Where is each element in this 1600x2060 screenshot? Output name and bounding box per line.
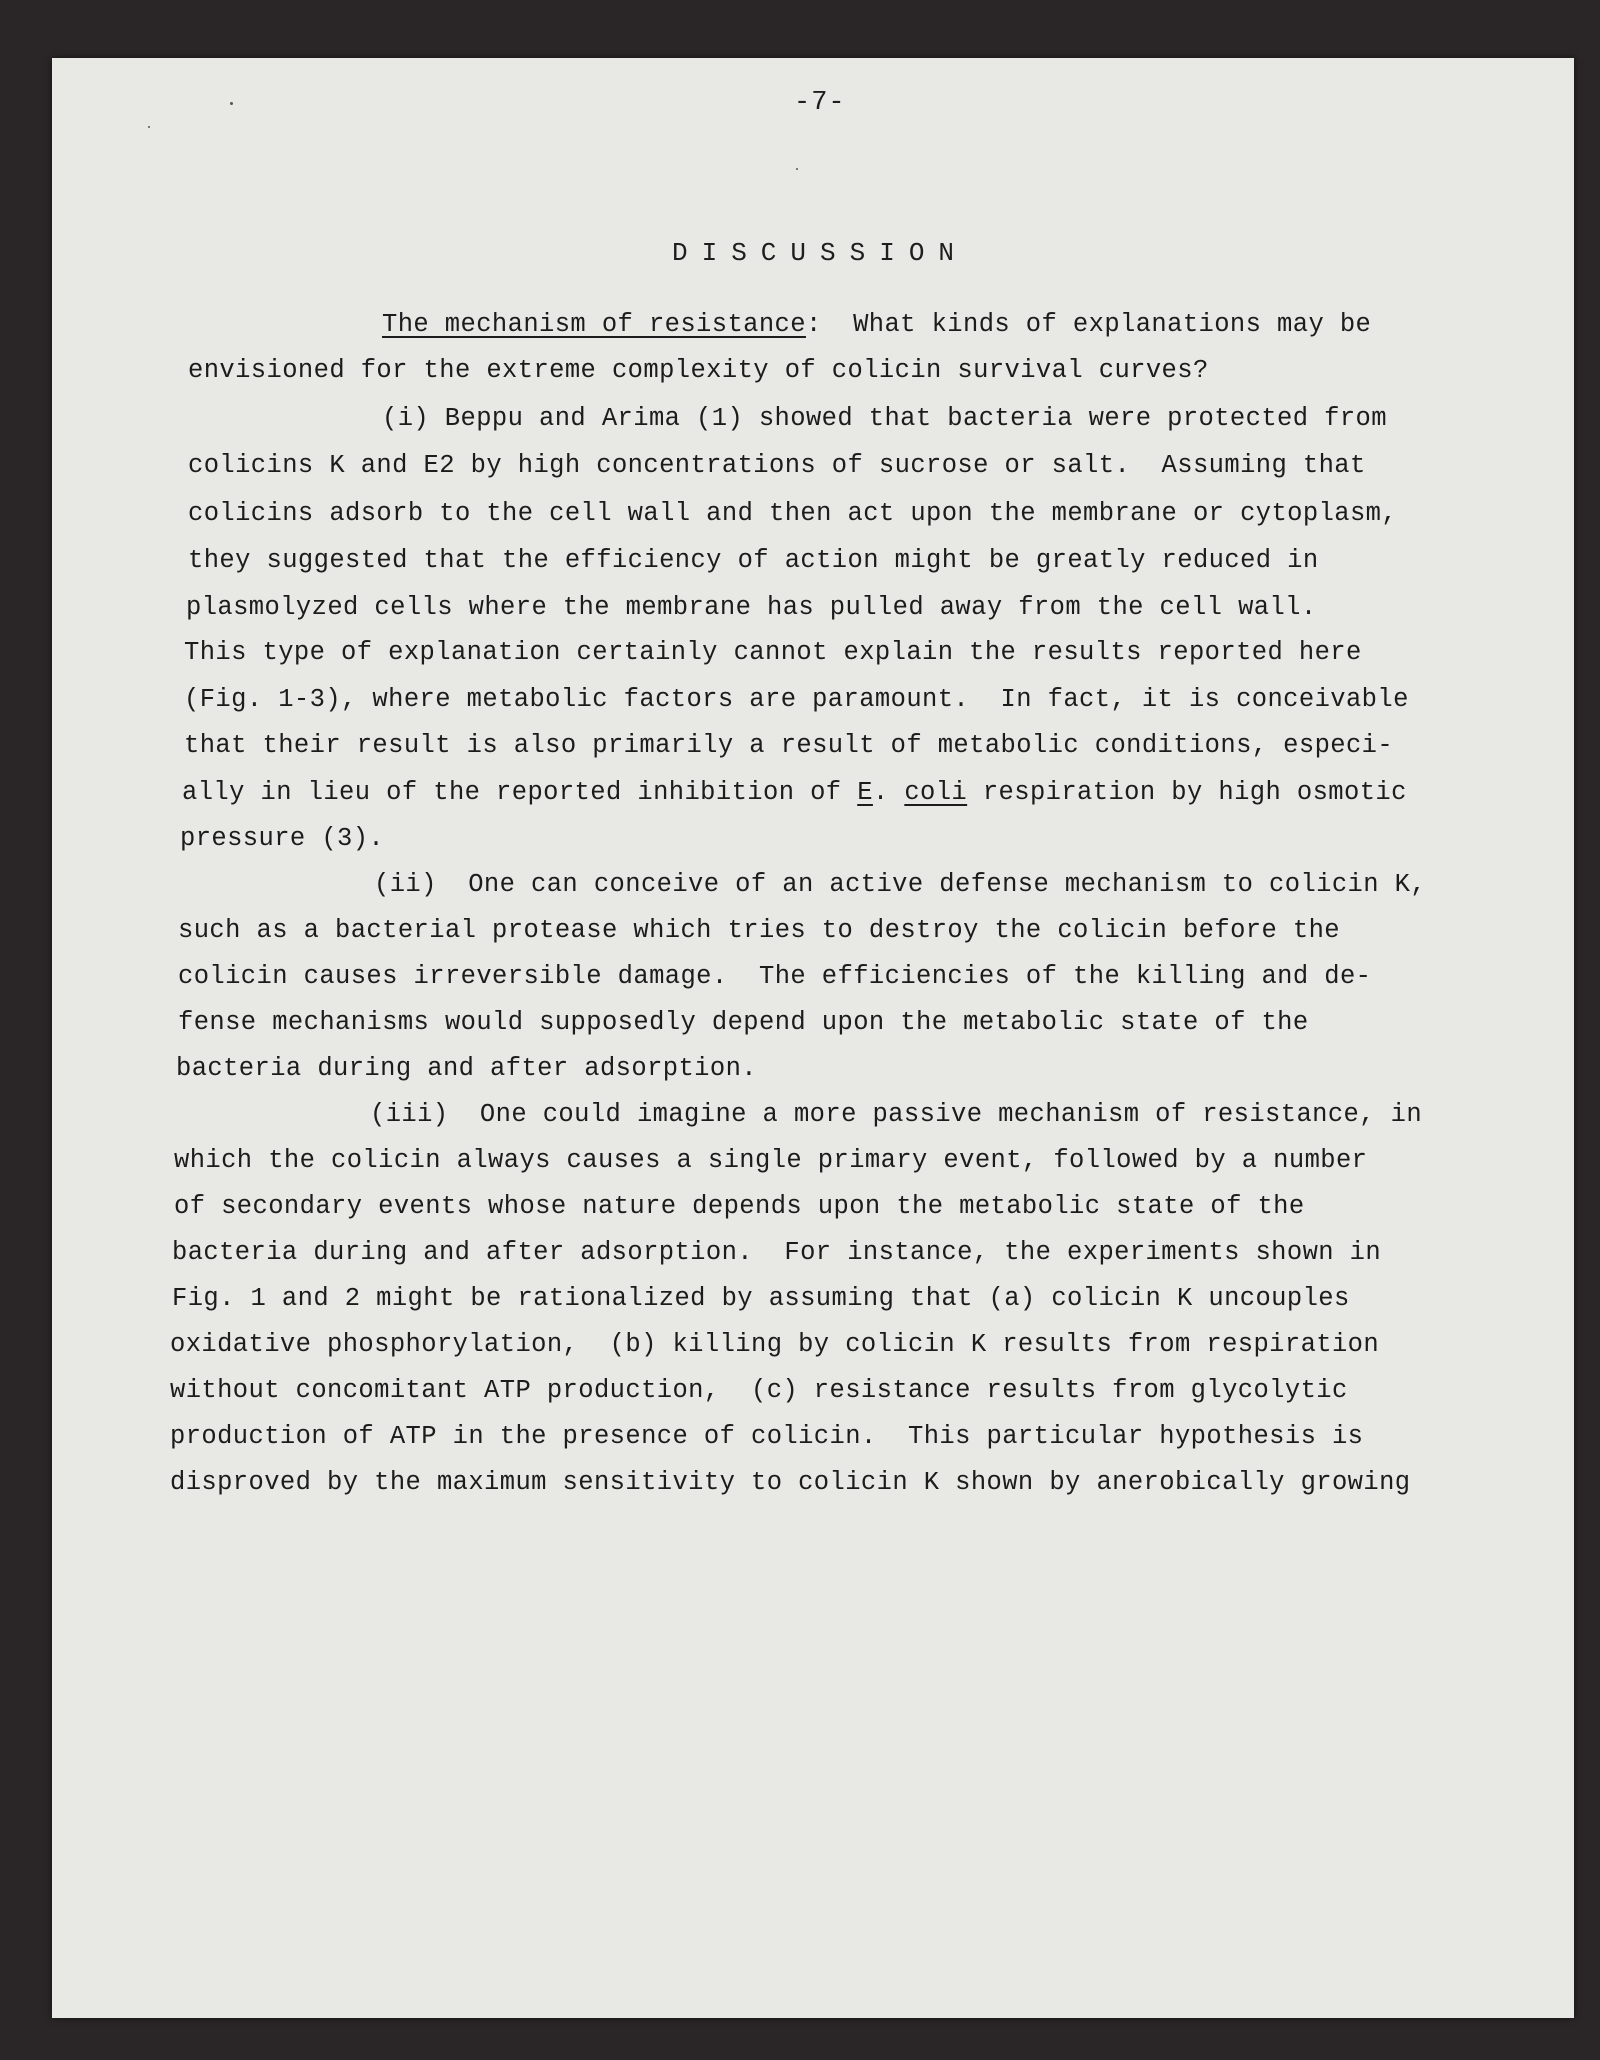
section-heading: DISCUSSION bbox=[672, 238, 969, 268]
text-line: envisioned for the extreme complexity of colicin survival curves? bbox=[188, 356, 1209, 385]
text-line: production of ATP in the presence of colicin. This particular hypothesis is bbox=[170, 1422, 1364, 1451]
text-line: (ii) One can conceive of an active defense mechanism to colicin K, bbox=[374, 870, 1427, 899]
text-line: of secondary events whose nature depends upon the metabolic state of the bbox=[174, 1192, 1305, 1221]
text-line: colicin causes irreversible damage. The efficiencies of the killing and de- bbox=[178, 962, 1372, 991]
underlined-genus: E bbox=[857, 778, 873, 807]
paper-speck bbox=[148, 126, 150, 128]
paper-speck bbox=[230, 102, 233, 105]
text-line: they suggested that the efficiency of action might be greatly reduced in bbox=[188, 546, 1319, 575]
text-line: (iii) One could imagine a more passive mechanism of resistance, in bbox=[370, 1100, 1423, 1129]
text-line: that their result is also primarily a result of metabolic conditions, especi- bbox=[184, 731, 1394, 760]
text-fragment: . bbox=[872, 778, 905, 807]
text-line: This type of explanation certainly cannot explain the results reported here bbox=[184, 638, 1362, 667]
underlined-species: coli bbox=[904, 778, 968, 807]
text-line: pressure (3). bbox=[180, 824, 385, 853]
underlined-label: The mechanism of resistance bbox=[382, 310, 806, 339]
text-line: disproved by the maximum sensitivity to colicin K shown by anerobically growing bbox=[170, 1468, 1411, 1497]
document-page bbox=[52, 58, 1574, 2018]
text-fragment: ally in lieu of the reported inhibition of bbox=[182, 778, 858, 807]
text-line: bacteria during and after adsorption. For instance, the experiments shown in bbox=[172, 1238, 1382, 1267]
text-line: bacteria during and after adsorption. bbox=[176, 1054, 757, 1083]
text-line: plasmolyzed cells where the membrane has pulled away from the cell wall. bbox=[186, 593, 1317, 622]
page-number: -7- bbox=[794, 88, 846, 118]
text-fragment: : bbox=[805, 310, 822, 339]
text-line: which the colicin always causes a single primary event, followed by a number bbox=[174, 1146, 1368, 1175]
text-line bbox=[382, 310, 1371, 339]
text-fragment: respiration by high osmotic bbox=[967, 778, 1407, 807]
paper-speck bbox=[796, 168, 798, 170]
text-line bbox=[182, 778, 1407, 807]
text-line: (i) Beppu and Arima (1) showed that bacteria were protected from bbox=[382, 404, 1387, 433]
text-line: (Fig. 1-3), where metabolic factors are paramount. In fact, it is conceivable bbox=[184, 685, 1409, 714]
text-line: oxidative phosphorylation, (b) killing by colicin K results from respiration bbox=[170, 1330, 1380, 1359]
text-line: without concomitant ATP production, (c) resistance results from glycolytic bbox=[170, 1376, 1348, 1405]
text-line: colicins adsorb to the cell wall and then act upon the membrane or cytoplasm, bbox=[188, 499, 1398, 528]
text-line: fense mechanisms would supposedly depend upon the metabolic state of the bbox=[178, 1008, 1309, 1037]
text-line: such as a bacterial protease which tries to destroy the colicin before the bbox=[178, 916, 1340, 945]
text-line: colicins K and E2 by high concentrations of sucrose or salt. Assuming that bbox=[188, 451, 1366, 480]
text-line: Fig. 1 and 2 might be rationalized by assuming that (a) colicin K uncouples bbox=[172, 1284, 1350, 1313]
text-fragment: What kinds of explanations may be bbox=[821, 310, 1372, 339]
